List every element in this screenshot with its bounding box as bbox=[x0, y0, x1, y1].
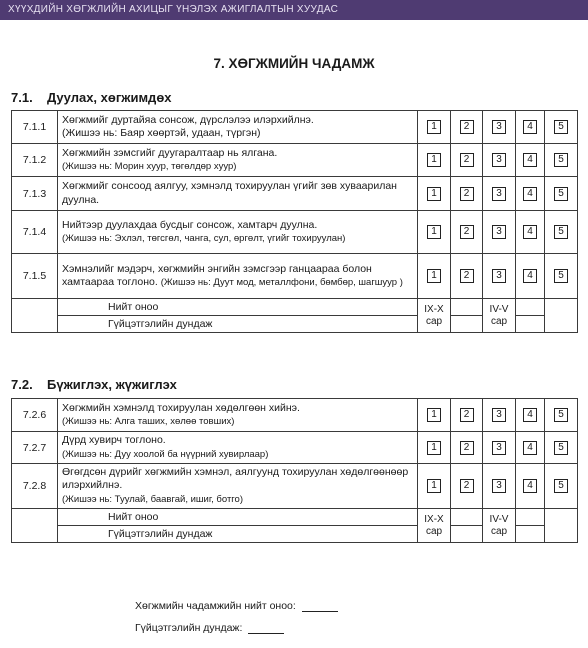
score-box-4[interactable]: 4 bbox=[523, 225, 537, 239]
score-box-3[interactable]: 3 bbox=[492, 120, 506, 134]
score-box-3[interactable]: 3 bbox=[492, 225, 506, 239]
average-first-cell[interactable] bbox=[451, 526, 483, 543]
criterion-code: 7.1.4 bbox=[12, 211, 58, 254]
criterion-description: Хөгжмийг сонсоод аялгуу, хэмнэлд тохируулан үгийг зөв хуваарилан дуулна. bbox=[58, 177, 418, 211]
header-bar bbox=[0, 0, 588, 20]
criterion-code: 7.2.8 bbox=[12, 464, 58, 509]
score-box-5[interactable]: 5 bbox=[554, 479, 568, 493]
criterion-description: Хөгжмийг дуртайяа сонсож, дүрслэлээ илэрхийлнэ. (Жишээ нь: Баяр хөөртэй, удаан, түргэн) bbox=[58, 111, 418, 144]
average-label: Гүйцэтгэлийн дундаж bbox=[58, 526, 418, 543]
score-box-2[interactable]: 2 bbox=[460, 225, 474, 239]
score-box-1[interactable]: 1 bbox=[427, 120, 441, 134]
score-box-4[interactable]: 4 bbox=[523, 479, 537, 493]
score-box-1[interactable]: 1 bbox=[427, 153, 441, 167]
empty-cell bbox=[545, 509, 578, 543]
score-box-3[interactable]: 3 bbox=[492, 187, 506, 201]
term-label-second: IV-V сар bbox=[483, 509, 516, 543]
criterion-code: 7.1.5 bbox=[12, 254, 58, 299]
score-box-4[interactable]: 4 bbox=[523, 187, 537, 201]
criterion-code: 7.1.2 bbox=[12, 144, 58, 177]
score-box-1[interactable]: 1 bbox=[427, 225, 441, 239]
score-box-4[interactable]: 4 bbox=[523, 120, 537, 134]
total-second-cell[interactable] bbox=[516, 509, 545, 526]
criterion-code: 7.2.6 bbox=[12, 399, 58, 432]
header-text: ХҮҮХДИЙН ХӨГЖЛИЙН АХИЦЫГ ҮНЭЛЭХ АЖИГЛАЛТЫН ХУУДАС bbox=[8, 4, 339, 15]
score-box-4[interactable]: 4 bbox=[523, 153, 537, 167]
score-box-5[interactable]: 5 bbox=[554, 408, 568, 422]
criterion-code: 7.1.1 bbox=[12, 111, 58, 144]
footer-total-label: Хөгжмийн чадамжийн нийт оноо: bbox=[135, 600, 296, 612]
section-name: Бүжиглэх, жүжиглэх bbox=[47, 377, 177, 392]
total-label: Нийт оноо bbox=[58, 509, 418, 526]
section-title-7-1 bbox=[11, 90, 171, 105]
score-box-1[interactable]: 1 bbox=[427, 479, 441, 493]
average-second-cell[interactable] bbox=[516, 316, 545, 333]
section-name: Дуулах, хөгжимдөх bbox=[47, 90, 172, 105]
criterion-description: Хөгжмийн зэмсгийг дуугаралтаар нь ялгана. (Жишээ нь: Морин хуур, төгөлдөр хуур) bbox=[58, 144, 418, 177]
criteria-table-7-2 bbox=[11, 398, 578, 543]
term-label-second: IV-V сар bbox=[483, 299, 516, 333]
score-box-2[interactable]: 2 bbox=[460, 479, 474, 493]
score-box-1[interactable]: 1 bbox=[427, 187, 441, 201]
score-box-1[interactable]: 1 bbox=[427, 269, 441, 283]
criterion-description: Нийтээр дуулахдаа бусдыг сонсож, хамтарч дуулна. (Жишээ нь: Эхлэл, төгсгөл, чанга, сул, өргөлт, үгийг тохируулан) bbox=[58, 211, 418, 254]
score-box-1[interactable]: 1 bbox=[427, 408, 441, 422]
criteria-table-7-1 bbox=[11, 110, 578, 333]
footer-total bbox=[135, 600, 338, 612]
criterion-description: Хэмнэлийг мэдэрч, хөгжмийн энгийн зэмсгээр ганцаараа болон хамтаараа тоглоно. (Жишээ нь: Дуут мод, металлфони, бөмбөр, шагшуур ) bbox=[58, 254, 418, 299]
score-box-3[interactable]: 3 bbox=[492, 408, 506, 422]
score-box-3[interactable]: 3 bbox=[492, 441, 506, 455]
score-box-2[interactable]: 2 bbox=[460, 269, 474, 283]
table-row bbox=[12, 144, 578, 177]
score-box-4[interactable]: 4 bbox=[523, 441, 537, 455]
score-box-2[interactable]: 2 bbox=[460, 408, 474, 422]
table-row bbox=[12, 177, 578, 211]
footer-average-field[interactable] bbox=[248, 622, 284, 634]
empty-cell bbox=[545, 299, 578, 333]
table-row bbox=[12, 211, 578, 254]
criterion-code: 7.1.3 bbox=[12, 177, 58, 211]
term-label-first: IX-X сар bbox=[418, 509, 451, 543]
average-label: Гүйцэтгэлийн дундаж bbox=[58, 316, 418, 333]
score-box-3[interactable]: 3 bbox=[492, 269, 506, 283]
table-row bbox=[12, 432, 578, 464]
score-box-5[interactable]: 5 bbox=[554, 153, 568, 167]
footer-total-field[interactable] bbox=[302, 600, 338, 612]
table-row bbox=[12, 254, 578, 299]
score-box-4[interactable]: 4 bbox=[523, 269, 537, 283]
chapter-title: 7. ХӨГЖМИЙН ЧАДАМЖ bbox=[213, 56, 375, 71]
total-first-cell[interactable] bbox=[451, 509, 483, 526]
table-row bbox=[12, 399, 578, 432]
section-number: 7.2. bbox=[11, 377, 33, 392]
criterion-description: Дүрд хувирч тоглоно. (Жишээ нь: Дуу хоолой ба нүүрний хувирлаар) bbox=[58, 432, 418, 464]
table-row bbox=[12, 464, 578, 509]
score-box-5[interactable]: 5 bbox=[554, 441, 568, 455]
table-row bbox=[12, 111, 578, 144]
total-label: Нийт оноо bbox=[58, 299, 418, 316]
score-box-5[interactable]: 5 bbox=[554, 120, 568, 134]
score-box-5[interactable]: 5 bbox=[554, 225, 568, 239]
score-box-4[interactable]: 4 bbox=[523, 408, 537, 422]
total-row bbox=[12, 509, 578, 526]
score-box-5[interactable]: 5 bbox=[554, 269, 568, 283]
score-box-2[interactable]: 2 bbox=[460, 441, 474, 455]
average-first-cell[interactable] bbox=[451, 316, 483, 333]
score-box-2[interactable]: 2 bbox=[460, 120, 474, 134]
criterion-description: Өгөгдсөн дүрийг хөгжмийн хэмнэл, аялгуунд тохируулан хөдөлгөөнөөр илэрхийлнэ. (Жишээ нь: Туулай, баавгай, ишиг, ботго) bbox=[58, 464, 418, 509]
total-second-cell[interactable] bbox=[516, 299, 545, 316]
criterion-code: 7.2.7 bbox=[12, 432, 58, 464]
score-box-1[interactable]: 1 bbox=[427, 441, 441, 455]
section-number: 7.1. bbox=[11, 90, 33, 105]
term-label-first: IX-X сар bbox=[418, 299, 451, 333]
empty-cell bbox=[12, 299, 58, 333]
score-box-3[interactable]: 3 bbox=[492, 153, 506, 167]
criterion-description: Хөгжмийн хэмнэлд тохируулан хөдөлгөөн хийнэ. (Жишээ нь: Алга таших, хөлөө товших) bbox=[58, 399, 418, 432]
score-box-2[interactable]: 2 bbox=[460, 153, 474, 167]
empty-cell bbox=[12, 509, 58, 543]
score-box-2[interactable]: 2 bbox=[460, 187, 474, 201]
total-first-cell[interactable] bbox=[451, 299, 483, 316]
footer-average bbox=[135, 622, 284, 634]
total-row bbox=[12, 299, 578, 316]
footer-average-label: Гүйцэтгэлийн дундаж: bbox=[135, 622, 243, 634]
section-title-7-2 bbox=[11, 377, 177, 392]
score-box-5[interactable]: 5 bbox=[554, 187, 568, 201]
score-box-3[interactable]: 3 bbox=[492, 479, 506, 493]
average-second-cell[interactable] bbox=[516, 526, 545, 543]
